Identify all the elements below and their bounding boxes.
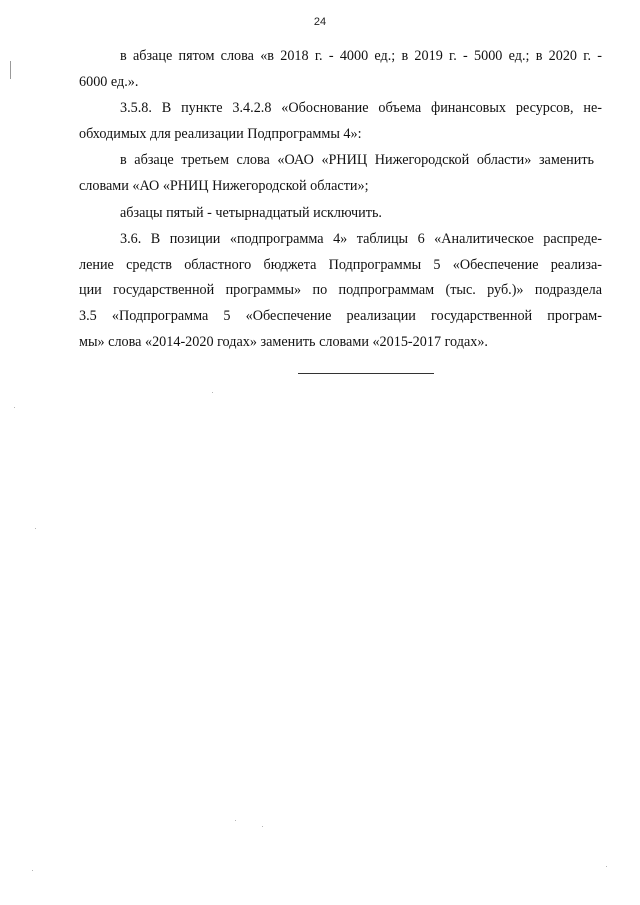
paragraph-1 xyxy=(79,44,602,95)
scan-speck xyxy=(32,870,33,871)
paragraph-2 xyxy=(79,96,602,147)
scan-speck xyxy=(212,392,213,393)
paragraph-4 xyxy=(120,201,602,227)
document-body xyxy=(79,44,602,356)
paragraph-1-line-2: 6000 ед.». xyxy=(79,73,139,90)
paragraph-5-line-5: мы» слова «2014-2020 годах» заменить словами «2015-2017 годах». xyxy=(79,333,488,350)
paragraph-2-line-2: обходимых для реализации Подпрограммы 4»: xyxy=(79,125,362,142)
page-number: 24 xyxy=(313,16,327,28)
scan-speck xyxy=(35,528,36,529)
paragraph-5-line-4: 3.5 «Подпрограмма 5 «Обеспечение реализации государственной програм- xyxy=(79,307,602,324)
paragraph-3 xyxy=(79,148,602,199)
end-of-text-rule xyxy=(298,373,434,374)
paragraph-5-line-2: ление средств областного бюджета Подпрограммы 5 «Обеспечение реализа- xyxy=(79,256,602,273)
scan-speck xyxy=(235,820,236,821)
paragraph-4-line-1: абзацы пятый - четырнадцатый исключить. xyxy=(120,204,382,221)
scan-speck xyxy=(262,826,263,827)
paragraph-5-line-1: 3.6. В позиции «подпрограмма 4» таблицы 6 «Аналитическое распреде- xyxy=(120,231,602,248)
paragraph-1-line-1: в абзаце пятом слова «в 2018 г. - 4000 ед.; в 2019 г. - 5000 ед.; в 2020 г. - xyxy=(120,48,602,64)
scan-speck xyxy=(14,407,15,408)
paragraph-5-line-3: ции государственной программы» по подпрограммам (тыс. руб.)» подраздела xyxy=(79,282,602,299)
margin-mark xyxy=(10,61,11,79)
paragraph-2-line-1: 3.5.8. В пункте 3.4.2.8 «Обоснование объема финансовых ресурсов, не- xyxy=(120,100,602,117)
paragraph-3-line-1: в абзаце третьем слова «ОАО «РНИЦ Нижегородской области» заменить xyxy=(120,152,594,169)
paragraph-5 xyxy=(79,227,602,355)
paragraph-3-line-2: словами «АО «РНИЦ Нижегородской области»; xyxy=(79,177,369,194)
scan-speck xyxy=(606,866,607,867)
